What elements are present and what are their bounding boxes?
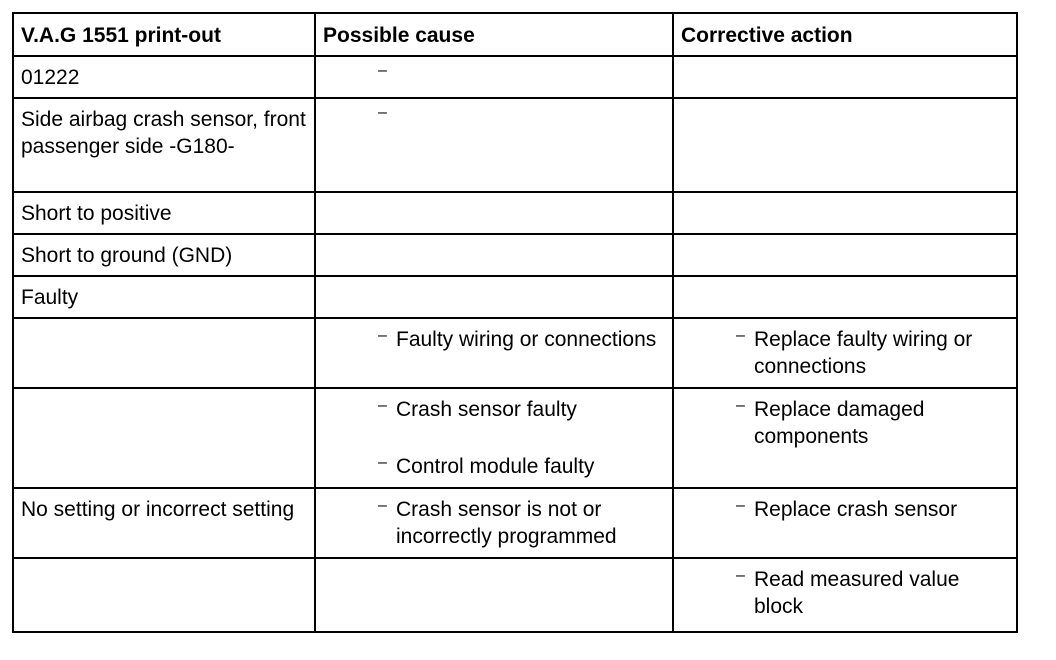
- table-row: [13, 276, 1017, 318]
- cell-possible-cause: [315, 388, 673, 488]
- header-possible-cause: Possible cause: [315, 13, 673, 56]
- print-out-text: Short to ground (GND): [21, 244, 233, 267]
- cell-print-out: [13, 56, 315, 98]
- print-out-text: Side airbag crash sensor, front passenger side -G180-: [21, 108, 306, 158]
- cause-text: Faulty wiring or connections: [396, 328, 657, 351]
- list-item: [378, 396, 666, 423]
- cell-print-out: [13, 234, 315, 276]
- dash-marker: –: [736, 397, 745, 414]
- cell-possible-cause: [315, 234, 673, 276]
- table-row: [13, 488, 1017, 558]
- print-out-text: No setting or incorrect setting: [21, 498, 295, 521]
- list-item: [736, 566, 1010, 620]
- cell-corrective-action: [673, 98, 1017, 192]
- dash-marker: –: [378, 454, 387, 471]
- print-out-text: 01222: [21, 66, 80, 89]
- cause-text: Crash sensor is not or incorrectly programmed: [396, 498, 617, 548]
- action-list: [674, 389, 1016, 456]
- cell-possible-cause: [315, 318, 673, 388]
- table-row: [13, 388, 1017, 488]
- action-text: Replace crash sensor: [754, 498, 958, 521]
- table-row: [13, 98, 1017, 192]
- list-item: [378, 326, 666, 353]
- table-row: [13, 192, 1017, 234]
- action-list: [674, 489, 1016, 529]
- cell-corrective-action: [673, 56, 1017, 98]
- cell-possible-cause: [315, 276, 673, 318]
- cell-corrective-action: [673, 192, 1017, 234]
- list-item: [378, 496, 666, 550]
- print-out-text: Faulty: [21, 286, 79, 309]
- cell-corrective-action: [673, 388, 1017, 488]
- action-text: Replace damaged components: [754, 398, 925, 448]
- cell-corrective-action: [673, 488, 1017, 558]
- table-header-row: [13, 13, 1017, 56]
- dash-marker: –: [378, 497, 387, 514]
- dash-marker: –: [378, 62, 387, 79]
- list-item: [736, 496, 1010, 523]
- action-text: Read measured value block: [754, 568, 960, 618]
- table-row: [13, 56, 1017, 98]
- cell-possible-cause: [315, 56, 673, 98]
- dash-marker: –: [378, 104, 387, 121]
- print-out-text: Short to positive: [21, 202, 172, 225]
- cell-print-out: [13, 388, 315, 488]
- cell-possible-cause: [315, 558, 673, 632]
- cell-corrective-action: [673, 276, 1017, 318]
- cause-list: [316, 489, 672, 556]
- cell-corrective-action: [673, 318, 1017, 388]
- action-list: [674, 319, 1016, 386]
- action-list: [674, 559, 1016, 626]
- table-row: [13, 558, 1017, 632]
- cell-corrective-action: [673, 234, 1017, 276]
- cause-text: Control module faulty: [396, 455, 595, 478]
- cell-possible-cause: [315, 192, 673, 234]
- list-item: [736, 326, 1010, 380]
- cell-print-out: [13, 98, 315, 192]
- cell-print-out: [13, 276, 315, 318]
- cell-corrective-action: [673, 558, 1017, 632]
- cause-text: Crash sensor faulty: [396, 398, 577, 421]
- table-row: [13, 234, 1017, 276]
- dash-marker: –: [736, 567, 745, 584]
- cell-print-out: [13, 318, 315, 388]
- fault-table: [12, 12, 1018, 633]
- dash-marker: –: [378, 327, 387, 344]
- cause-list: [316, 319, 672, 359]
- cell-print-out: [13, 558, 315, 632]
- cell-print-out: [13, 192, 315, 234]
- header-print-out: V.A.G 1551 print-out: [13, 13, 315, 56]
- dash-marker: –: [736, 327, 745, 344]
- dash-marker: –: [736, 497, 745, 514]
- action-text: Replace faulty wiring or connections: [754, 328, 973, 378]
- cause-list: [316, 389, 672, 486]
- header-corrective-action: Corrective action: [673, 13, 1017, 56]
- cell-print-out: [13, 488, 315, 558]
- table-body: [13, 56, 1017, 632]
- table-row: [13, 318, 1017, 388]
- list-item: [378, 453, 666, 480]
- cell-possible-cause: [315, 488, 673, 558]
- list-item: [736, 396, 1010, 450]
- dash-marker: –: [378, 397, 387, 414]
- cell-possible-cause: [315, 98, 673, 192]
